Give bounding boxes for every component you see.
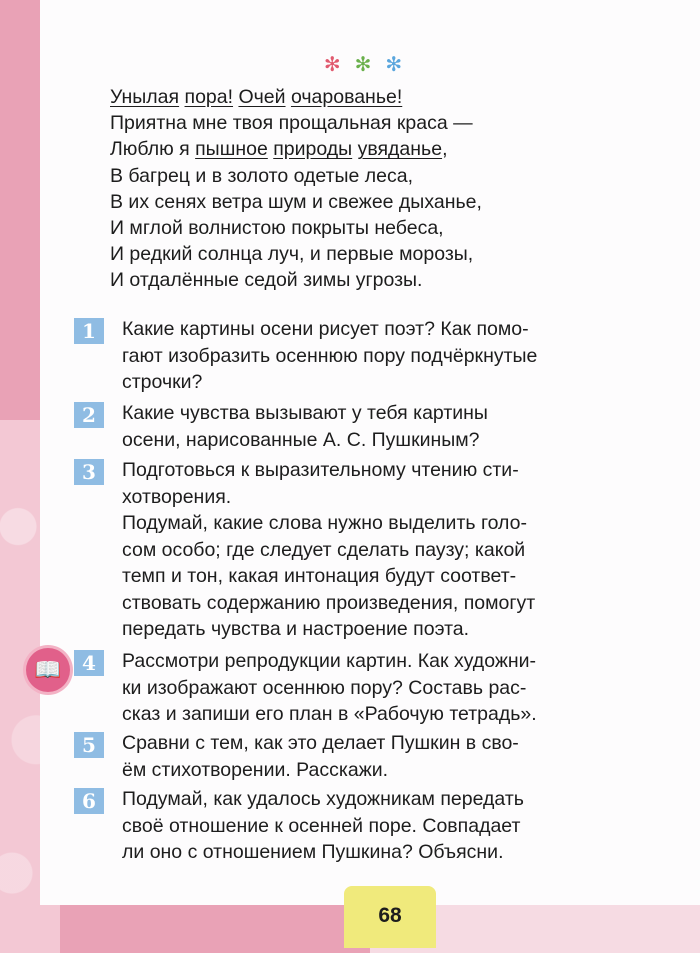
question-text [122, 730, 674, 783]
underlined-word: Очей [238, 86, 286, 108]
question-text [122, 457, 674, 643]
question-line: Подготовься к выразительному чтению сти- [122, 459, 519, 481]
question-line: Сравни с тем, как это делает Пушкин в сво- [122, 732, 519, 754]
question-4 [74, 648, 674, 728]
question-text [122, 316, 674, 396]
question-line: ки изображают осеннюю пору? Составь рас- [122, 676, 527, 699]
poem-line-3 [110, 136, 670, 162]
question-line: ём стихотворении. Расскажи. [122, 758, 389, 781]
question-2 [74, 400, 674, 453]
question-number-badge: 5 [74, 732, 104, 758]
question-line: Какие чувства вызывают у тебя картины [122, 402, 488, 424]
page-number: 68 [344, 886, 436, 948]
question-line: Подумай, какие слова нужно выделить голо- [122, 512, 527, 534]
poem-line-2: Приятна мне твоя прощальная краса — [110, 112, 473, 135]
question-number-badge: 4 [74, 650, 104, 676]
question-text [122, 786, 674, 866]
poem-text: , [442, 138, 448, 161]
question-line: своё отношение к осенней поре. Совпадает [122, 814, 521, 837]
question-line: темп и тон, какая интонация будут соответ- [122, 565, 517, 587]
question-line: сказ и запиши его план в «Рабочую тетрадь». [122, 703, 537, 725]
question-1 [74, 316, 674, 396]
poem-line-6: И мглой волнистою покрыты небеса, [110, 217, 444, 240]
question-5 [74, 730, 674, 783]
star-icon: ✻ [323, 54, 355, 76]
question-6 [74, 786, 674, 866]
underlined-word: пора! [184, 86, 234, 108]
question-line: гают изобразить осеннюю пору подчёркнутые [122, 344, 538, 367]
star-icon: ✻ [354, 54, 386, 76]
question-line: ствовать содержанию произведения, помогут [122, 591, 536, 614]
question-text [122, 648, 674, 728]
poem [110, 84, 670, 294]
question-line: хотворения. [122, 485, 232, 508]
underlined-word: увяданье [357, 138, 443, 161]
question-line: передать чувства и настроение поэта. [122, 618, 470, 640]
question-line: строчки? [122, 371, 203, 393]
underlined-word: очарованье! [290, 86, 403, 108]
underlined-word: Унылая [110, 86, 180, 108]
question-line: осени, нарисованные А. С. Пушкиным? [122, 428, 480, 451]
underlined-word: пышное [195, 138, 268, 161]
poem-line-4: В багрец и в золото одетые леса, [110, 164, 414, 187]
poem-line-8: И отдалённые седой зимы угрозы. [110, 269, 423, 292]
poem-line-7: И редкий солнца луч, и первые морозы, [110, 243, 474, 266]
poem-line-1 [110, 84, 670, 110]
question-number-badge: 6 [74, 788, 104, 814]
underlined-word: природы [273, 138, 353, 161]
question-line: сом особо; где следует сделать паузу; какой [122, 538, 526, 561]
poem-line-5: В их сенях ветра шум и свежее дыханье, [110, 190, 482, 213]
question-line: Какие картины осени рисует поэт? Как помо- [122, 318, 529, 340]
section-divider-stars [40, 52, 700, 77]
question-line: Рассмотри репродукции картин. Как художни- [122, 650, 537, 672]
question-line: ли оно с отношением Пушкина? Объясни. [122, 841, 504, 863]
star-icon: ✻ [385, 54, 417, 76]
question-number-badge: 2 [74, 402, 104, 428]
book-icon: 📖 [26, 648, 70, 692]
question-3 [74, 457, 674, 643]
question-text [122, 400, 674, 453]
poem-text: Люблю я [110, 138, 196, 161]
question-number-badge: 1 [74, 318, 104, 344]
question-number-badge: 3 [74, 459, 104, 485]
question-line: Подумай, как удалось художникам передать [122, 788, 524, 810]
